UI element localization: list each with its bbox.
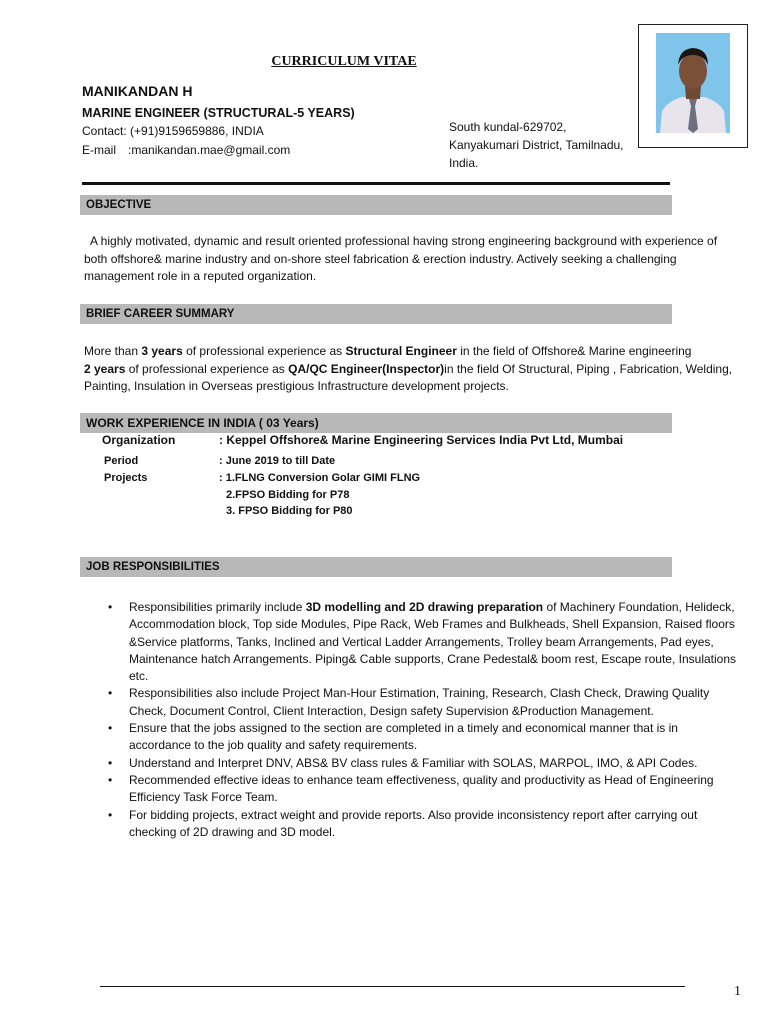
bullet: • [108,600,113,614]
address-block [449,118,624,172]
address-line-1: South kundal-629702, [449,120,567,134]
header-divider [82,182,670,185]
contact-line: Contact: (+91)9159659886, INDIA [82,124,264,138]
document-title: CURRICULUM VITAE [271,54,417,69]
project-item: 3. FPSO Bidding for P80 [226,505,353,517]
period-value: : June 2019 to till Date [219,455,336,467]
list-item: • For bidding projects, extract weight and provide reports. Also provide inconsistency report after carrying out checking of 2D drawing and 3D model. [108,807,698,839]
responsibilities-list [108,599,740,841]
address-line-3: India. [449,156,479,170]
list-item: • Responsibilities primarily include 3D modelling and 2D drawing preparation of Machinery Foundation, Helideck, Accommodation block, Top side Modules, Pipe Rack, Web Frames and Bulkheads, Shell Expansion, Raised floors &Service platforms, Tanks, Inclined and Vertical Ladder Arrangements, Trolley beam Arrangements, Pad eyes, Maintenance hatch Arrangements. Piping& Cable supports, Crane Pedestal& boom rest, Escape route, Insulations etc. [108,600,737,684]
bullet: • [108,807,113,822]
section-heading-career-summary: BRIEF CAREER SUMMARY [80,304,672,324]
projects-label: Projects [104,472,148,484]
bullet: • [108,772,113,787]
section-heading-job-responsibilities: JOB RESPONSIBILITIES [80,557,672,577]
list-item: • Responsibilities also include Project Man-Hour Estimation, Training, Research, Clash Check, Drawing Quality Check, Document Control, Client Interaction, Design safety Supervision &Production Management. [108,686,710,718]
career-summary-text [84,343,738,396]
period-label: Period [104,455,139,467]
list-item: • Understand and Interpret DNV, ABS& BV class rules & Familiar with SOLAS, MARPOL, IMO, & API Codes. [108,755,740,772]
section-heading-work-experience: WORK EXPERIENCE IN INDIA ( 03 Years) [80,413,672,433]
email-label: E-mail [82,143,117,157]
section-heading-objective: OBJECTIVE [80,195,672,215]
footer-divider [100,986,685,987]
organization-value: : Keppel Offshore& Marine Engineering Services India Pvt Ltd, Mumbai [219,433,624,447]
bullet: • [108,721,113,736]
candidate-role: MARINE ENGINEER (STRUCTURAL-5 YEARS) [82,106,355,120]
candidate-name: MANIKANDAN H [82,83,193,99]
portrait-image [656,33,730,133]
bullet: • [108,755,113,770]
profile-photo [638,24,748,148]
address-line-2: Kanyakumari District, Tamilnadu, [449,138,624,152]
list-item: • Recommended effective ideas to enhance team effectiveness, quality and productivity as Head of Engineering Efficiency Task Force Team. [108,772,714,805]
bullet: • [108,686,113,701]
project-item: 2.FPSO Bidding for P78 [226,489,350,501]
objective-text: A highly motivated, dynamic and result oriented professional having strong engineering background with experience of both offshore& marine industry and on-shore steel fabrication & erection industry. Actively seeking a challenging management role in a reputed organization. [84,234,718,283]
career-line-1: More than 3 years of professional experience as Structural Engineer in the field of Offshore& Marine engineering [84,344,692,358]
page-number: 1 [734,984,741,999]
organization-label: Organization [102,433,176,447]
email-line [82,143,290,157]
email-value[interactable]: :manikandan.mae@gmail.com [128,143,291,157]
project-item: : 1.FLNG Conversion Golar GIMI FLNG [219,472,421,484]
list-item: • Ensure that the jobs assigned to the section are completed in a timely and economical manner that is in accordance to the job quality and safety requirements. [108,721,678,753]
career-line-2: 2 years of professional experience as QA/QC Engineer(Inspector)in the field Of Structural, Piping , Fabrication, Welding, Painting, Insulation in Overseas prestigious Infrastructure development projects. [84,361,733,393]
